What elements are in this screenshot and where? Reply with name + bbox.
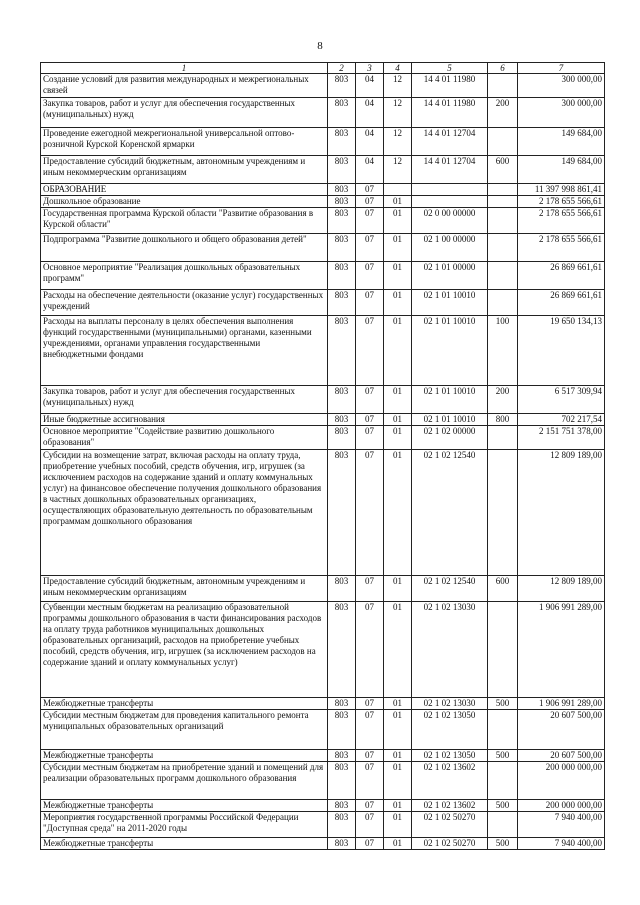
row-section-code: 07	[356, 800, 384, 812]
row-ved-code: 803	[328, 316, 356, 386]
row-name: Закупка товаров, работ и услуг для обеспечения государственных (муниципальных) нужд	[41, 98, 328, 128]
row-target-article: 02 1 01 10010	[412, 414, 488, 426]
row-expense-type	[488, 290, 518, 316]
row-amount: 26 869 661,61	[518, 290, 605, 316]
row-subsection-code: 01	[384, 414, 412, 426]
row-name: Предоставление субсидий бюджетным, автономным учреждениям и иным некоммерческим организациям	[41, 156, 328, 184]
col-header-sum: 7	[518, 63, 605, 74]
row-subsection-code: 01	[384, 762, 412, 800]
row-ved-code: 803	[328, 74, 356, 98]
row-subsection-code: 01	[384, 698, 412, 710]
row-name: Предоставление субсидий бюджетным, автономным учреждениям и иным некоммерческим организациям	[41, 576, 328, 602]
table-row	[41, 426, 605, 450]
row-ved-code: 803	[328, 602, 356, 698]
table-row	[41, 98, 605, 128]
col-header-ved: 2	[328, 63, 356, 74]
row-name: Межбюджетные трансферты	[41, 698, 328, 710]
row-subsection-code: 01	[384, 290, 412, 316]
row-subsection-code: 01	[384, 316, 412, 386]
row-section-code: 07	[356, 184, 384, 196]
row-expense-type	[488, 602, 518, 698]
row-target-article: 02 1 02 13030	[412, 698, 488, 710]
row-expense-type: 600	[488, 156, 518, 184]
row-ved-code: 803	[328, 576, 356, 602]
row-ved-code: 803	[328, 98, 356, 128]
table-row	[41, 262, 605, 290]
table-row	[41, 74, 605, 98]
row-expense-type	[488, 450, 518, 576]
row-name: Межбюджетные трансферты	[41, 838, 328, 850]
row-target-article: 02 1 02 13602	[412, 800, 488, 812]
row-target-article: 02 1 00 00000	[412, 234, 488, 262]
row-ved-code: 803	[328, 812, 356, 838]
table-row	[41, 698, 605, 710]
col-header-name: 1	[41, 63, 328, 74]
table-row	[41, 710, 605, 750]
row-amount: 1 906 991 289,00	[518, 602, 605, 698]
row-name: Субсидии местным бюджетам для проведения капитального ремонта муниципальных образовательных организаций	[41, 710, 328, 750]
row-name: Расходы на обеспечение деятельности (оказание услуг) государственных учреждений	[41, 290, 328, 316]
row-target-article: 02 1 02 50270	[412, 838, 488, 850]
row-name: ОБРАЗОВАНИЕ	[41, 184, 328, 196]
row-name: Иные бюджетные ассигнования	[41, 414, 328, 426]
table-row	[41, 196, 605, 208]
row-subsection-code: 01	[384, 262, 412, 290]
table-row	[41, 316, 605, 386]
row-name: Основное мероприятие "Содействие развитию дошкольного образования"	[41, 426, 328, 450]
row-name: Расходы на выплаты персоналу в целях обеспечения выполнения функций государственными (муниципальными) органами, казенными учреждениями, органами управления государственными внебюджетными фондами	[41, 316, 328, 386]
row-amount: 26 869 661,61	[518, 262, 605, 290]
row-subsection-code: 12	[384, 74, 412, 98]
row-target-article: 02 1 02 00000	[412, 426, 488, 450]
row-target-article: 14 4 01 12704	[412, 128, 488, 156]
row-amount: 200 000 000,00	[518, 800, 605, 812]
row-amount: 20 607 500,00	[518, 750, 605, 762]
row-subsection-code	[384, 184, 412, 196]
row-section-code: 04	[356, 98, 384, 128]
row-expense-type: 500	[488, 838, 518, 850]
table-row	[41, 290, 605, 316]
table-row	[41, 450, 605, 576]
row-name: Закупка товаров, работ и услуг для обеспечения государственных (муниципальных) нужд	[41, 386, 328, 414]
row-ved-code: 803	[328, 128, 356, 156]
table-row	[41, 184, 605, 196]
row-subsection-code: 01	[384, 234, 412, 262]
row-amount: 2 178 655 566,61	[518, 196, 605, 208]
row-target-article: 02 1 01 10010	[412, 316, 488, 386]
table-row	[41, 414, 605, 426]
row-subsection-code: 01	[384, 800, 412, 812]
row-section-code: 07	[356, 450, 384, 576]
row-section-code: 07	[356, 576, 384, 602]
row-section-code: 07	[356, 234, 384, 262]
row-subsection-code: 01	[384, 426, 412, 450]
row-target-article: 14 4 01 11980	[412, 98, 488, 128]
row-section-code: 07	[356, 426, 384, 450]
table-row	[41, 838, 605, 850]
row-subsection-code: 01	[384, 196, 412, 208]
row-target-article: 02 1 02 13030	[412, 602, 488, 698]
row-name: Субсидии местным бюджетам на приобретение зданий и помещений для реализации образовательных программ дошкольного образования	[41, 762, 328, 800]
row-ved-code: 803	[328, 234, 356, 262]
row-target-article: 02 1 02 12540	[412, 576, 488, 602]
row-target-article: 14 4 01 12704	[412, 156, 488, 184]
row-target-article: 02 1 02 13602	[412, 762, 488, 800]
row-target-article: 02 0 00 00000	[412, 208, 488, 234]
row-ved-code: 803	[328, 184, 356, 196]
row-expense-type	[488, 208, 518, 234]
row-amount: 20 607 500,00	[518, 710, 605, 750]
row-target-article: 14 4 01 11980	[412, 74, 488, 98]
row-ved-code: 803	[328, 426, 356, 450]
row-target-article: 02 1 02 50270	[412, 812, 488, 838]
row-section-code: 07	[356, 386, 384, 414]
row-name: Мероприятия государственной программы Российской Федерации "Доступная среда" на 2011-2020 годы	[41, 812, 328, 838]
row-target-article: 02 1 01 10010	[412, 290, 488, 316]
row-amount: 2 151 751 378,00	[518, 426, 605, 450]
col-header-csr: 5	[412, 63, 488, 74]
row-expense-type: 500	[488, 800, 518, 812]
row-expense-type: 200	[488, 98, 518, 128]
row-expense-type	[488, 196, 518, 208]
row-ved-code: 803	[328, 750, 356, 762]
row-expense-type	[488, 184, 518, 196]
table-row	[41, 750, 605, 762]
row-expense-type: 500	[488, 698, 518, 710]
table-row	[41, 762, 605, 800]
col-header-rz: 3	[356, 63, 384, 74]
row-expense-type	[488, 262, 518, 290]
row-section-code: 07	[356, 290, 384, 316]
row-ved-code: 803	[328, 156, 356, 184]
table-row	[41, 800, 605, 812]
row-target-article	[412, 184, 488, 196]
row-amount: 2 178 655 566,61	[518, 208, 605, 234]
row-expense-type: 100	[488, 316, 518, 386]
row-expense-type	[488, 426, 518, 450]
row-ved-code: 803	[328, 762, 356, 800]
row-ved-code: 803	[328, 698, 356, 710]
row-subsection-code: 01	[384, 450, 412, 576]
row-subsection-code: 01	[384, 602, 412, 698]
row-amount: 6 517 309,94	[518, 386, 605, 414]
table-row	[41, 602, 605, 698]
row-expense-type: 800	[488, 414, 518, 426]
table-row	[41, 234, 605, 262]
row-expense-type: 200	[488, 386, 518, 414]
row-target-article: 02 1 01 10010	[412, 386, 488, 414]
table-row	[41, 208, 605, 234]
row-name: Государственная программа Курской области "Развитие образования в Курской области"	[41, 208, 328, 234]
header-row	[41, 63, 605, 74]
table-row	[41, 812, 605, 838]
row-section-code: 07	[356, 698, 384, 710]
col-header-vr: 6	[488, 63, 518, 74]
row-target-article: 02 1 02 13050	[412, 710, 488, 750]
page-number: 8	[317, 40, 323, 52]
row-ved-code: 803	[328, 414, 356, 426]
table-row	[41, 576, 605, 602]
row-amount: 12 809 189,00	[518, 576, 605, 602]
row-target-article: 02 1 02 13050	[412, 750, 488, 762]
row-name: Подпрограмма "Развитие дошкольного и общего образования детей"	[41, 234, 328, 262]
row-subsection-code: 12	[384, 98, 412, 128]
row-ved-code: 803	[328, 262, 356, 290]
col-header-pr: 4	[384, 63, 412, 74]
row-amount: 19 650 134,13	[518, 316, 605, 386]
row-section-code: 07	[356, 762, 384, 800]
row-amount: 702 217,54	[518, 414, 605, 426]
row-amount: 7 940 400,00	[518, 838, 605, 850]
row-section-code: 04	[356, 74, 384, 98]
row-name: Субвенции местным бюджетам на реализацию образовательной программы дошкольного образования в части финансирования расходов на оплату труда работников муниципальных дошкольных образовательных организаций, расходов на приобретение учебных пособий, средств обучения, игр, игрушек (за исключением расходов на содержание зданий и оплату коммунальных услуг)	[41, 602, 328, 698]
row-name: Основное мероприятие "Реализация дошкольных образовательных программ"	[41, 262, 328, 290]
row-amount: 200 000 000,00	[518, 762, 605, 800]
row-subsection-code: 01	[384, 208, 412, 234]
row-amount: 300 000,00	[518, 74, 605, 98]
row-section-code: 07	[356, 710, 384, 750]
row-ved-code: 803	[328, 710, 356, 750]
table-row	[41, 128, 605, 156]
row-name: Межбюджетные трансферты	[41, 800, 328, 812]
row-name: Проведение ежегодной межрегиональной универсальной оптово-розничной Курской Коренской ярмарки	[41, 128, 328, 156]
row-target-article	[412, 196, 488, 208]
row-subsection-code: 01	[384, 838, 412, 850]
row-name: Создание условий для развития международных и межрегиональных связей	[41, 74, 328, 98]
row-name: Дошкольное образование	[41, 196, 328, 208]
row-section-code: 04	[356, 128, 384, 156]
row-subsection-code: 01	[384, 750, 412, 762]
row-section-code: 07	[356, 602, 384, 698]
row-section-code: 07	[356, 750, 384, 762]
row-expense-type	[488, 74, 518, 98]
table-row	[41, 156, 605, 184]
row-section-code: 07	[356, 196, 384, 208]
row-expense-type	[488, 234, 518, 262]
row-name: Субсидии на возмещение затрат, включая расходы на оплату труда, приобретение учебных пособий, средств обучения, игр, игрушек (за исключением расходов на содержание зданий и оплату коммунальных услуг) на финансовое обеспечение получения дошкольного образования в частных дошкольных образовательных организациях, осуществляющих образовательную деятельность по образовательным программам дошкольного образования	[41, 450, 328, 576]
row-amount: 1 906 991 289,00	[518, 698, 605, 710]
row-expense-type	[488, 762, 518, 800]
row-section-code: 07	[356, 414, 384, 426]
row-section-code: 07	[356, 208, 384, 234]
row-amount: 2 178 655 566,61	[518, 234, 605, 262]
row-expense-type	[488, 812, 518, 838]
row-expense-type: 600	[488, 576, 518, 602]
row-section-code: 07	[356, 838, 384, 850]
row-name: Межбюджетные трансферты	[41, 750, 328, 762]
row-target-article: 02 1 01 00000	[412, 262, 488, 290]
row-amount: 11 397 998 861,41	[518, 184, 605, 196]
row-subsection-code: 12	[384, 128, 412, 156]
row-amount: 149 684,00	[518, 156, 605, 184]
row-section-code: 07	[356, 262, 384, 290]
row-target-article: 02 1 02 12540	[412, 450, 488, 576]
row-subsection-code: 01	[384, 576, 412, 602]
row-subsection-code: 01	[384, 386, 412, 414]
row-section-code: 04	[356, 156, 384, 184]
row-subsection-code: 12	[384, 156, 412, 184]
row-expense-type	[488, 128, 518, 156]
row-subsection-code: 01	[384, 812, 412, 838]
row-subsection-code: 01	[384, 710, 412, 750]
row-expense-type: 500	[488, 750, 518, 762]
row-ved-code: 803	[328, 800, 356, 812]
row-ved-code: 803	[328, 290, 356, 316]
row-section-code: 07	[356, 812, 384, 838]
row-ved-code: 803	[328, 386, 356, 414]
row-ved-code: 803	[328, 196, 356, 208]
row-section-code: 07	[356, 316, 384, 386]
row-ved-code: 803	[328, 208, 356, 234]
row-amount: 12 809 189,00	[518, 450, 605, 576]
row-ved-code: 803	[328, 838, 356, 850]
table-row	[41, 386, 605, 414]
row-amount: 149 684,00	[518, 128, 605, 156]
row-ved-code: 803	[328, 450, 356, 576]
budget-table	[40, 62, 605, 850]
row-amount: 300 000,00	[518, 98, 605, 128]
row-expense-type	[488, 710, 518, 750]
row-amount: 7 940 400,00	[518, 812, 605, 838]
